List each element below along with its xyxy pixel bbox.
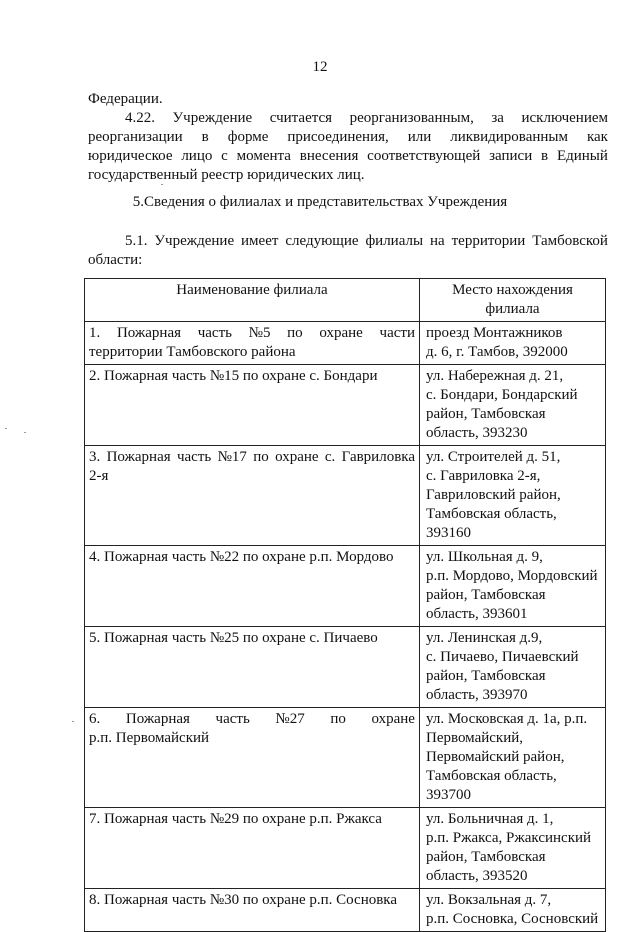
word: записи xyxy=(489,148,533,164)
word: Пожарная xyxy=(116,325,182,341)
word: реорганизации xyxy=(88,129,183,145)
address-line: р.п. Мордово, Мордовский xyxy=(426,568,598,584)
word: реорганизованным, xyxy=(349,110,474,126)
table-header-row xyxy=(85,279,606,322)
word: соответствующей xyxy=(367,148,481,164)
word: или xyxy=(407,129,432,145)
word: имеет xyxy=(241,233,279,249)
address-line: ул. Больничная д. 1, xyxy=(426,811,554,827)
header-location-line: филиала xyxy=(485,301,540,317)
word: момента xyxy=(236,148,291,164)
word: охране xyxy=(371,711,415,727)
word: в xyxy=(541,148,549,164)
table-row xyxy=(85,808,606,889)
address-line: Тамбовская область, xyxy=(426,506,557,522)
branch-name-line xyxy=(89,448,415,467)
word: Тамбовской xyxy=(532,233,608,249)
branch-address-cell xyxy=(420,365,606,446)
word: в xyxy=(201,129,209,145)
section-5-heading: 5.Сведения о филиалах и представительствах Учреждения xyxy=(132,194,508,210)
address-line: р.п. Сосновка, Сосновский xyxy=(426,911,599,927)
word: форме xyxy=(227,129,269,145)
word: 6. xyxy=(89,711,101,727)
branch-name-line: 4. Пожарная часть №22 по охране р.п. Мордово xyxy=(89,549,394,565)
word: 3. xyxy=(89,449,101,465)
header-location-line: Место нахождения xyxy=(452,282,573,298)
branch-address-cell xyxy=(420,708,606,808)
word: охране xyxy=(275,449,319,465)
word: исключением xyxy=(521,110,608,126)
p422-last-line: государственный реестр юридических лиц. xyxy=(88,167,365,183)
word: по xyxy=(330,711,346,727)
branch-address-cell xyxy=(420,808,606,889)
word: считается xyxy=(269,110,333,126)
branch-name-cell xyxy=(85,808,420,889)
word: Учреждение xyxy=(154,233,235,249)
word: присоединения, xyxy=(287,129,389,145)
table-row xyxy=(85,708,606,808)
word: филиалы xyxy=(365,233,424,249)
word: части xyxy=(379,325,415,341)
table-row xyxy=(85,546,606,627)
address-line: Гавриловский район, xyxy=(426,487,561,503)
word: по xyxy=(287,325,303,341)
paragraph-5-1 xyxy=(88,232,608,270)
section-4-text xyxy=(88,90,608,185)
address-line: ул. Строителей д. 51, xyxy=(426,449,561,465)
branches-table xyxy=(84,278,606,932)
branch-address-cell xyxy=(420,889,606,932)
word: №27 xyxy=(275,711,305,727)
word: Пожарная xyxy=(106,449,171,465)
branch-address-cell xyxy=(420,546,606,627)
address-line: р.п. Ржакса, Ржаксинский xyxy=(426,830,592,846)
word: на xyxy=(430,233,445,249)
branch-address-cell xyxy=(420,446,606,546)
word: №17 xyxy=(217,449,247,465)
address-line: область, 393520 xyxy=(426,868,528,884)
branch-name-line: 2-я xyxy=(89,468,109,484)
branch-name-line xyxy=(89,710,415,729)
word: с xyxy=(221,148,228,164)
scan-speck xyxy=(161,184,163,185)
address-line: ул. Вокзальная д. 7, xyxy=(426,892,552,908)
branch-name-cell xyxy=(85,365,420,446)
address-line: область, 393970 xyxy=(426,687,528,703)
word: 1. xyxy=(89,325,101,341)
address-line: Первомайский район, xyxy=(426,749,565,765)
branch-name-line: 7. Пожарная часть №29 по охране р.п. Ржакса xyxy=(89,811,382,827)
branch-name-line: р.п. Первомайский xyxy=(89,730,210,746)
branch-name-cell xyxy=(85,627,420,708)
p422-line xyxy=(88,128,608,147)
word: лицо xyxy=(181,148,213,164)
address-line: район, Тамбовская xyxy=(426,406,546,422)
header-location xyxy=(420,279,606,322)
address-line: 393160 xyxy=(426,525,471,541)
p51-line-2: области: xyxy=(88,252,143,268)
word: как xyxy=(586,129,608,145)
address-line: 393700 xyxy=(426,787,471,803)
branch-name-line xyxy=(89,324,415,343)
word: за xyxy=(491,110,504,126)
branch-name-line: 5. Пожарная часть №25 по охране с. Пичаево xyxy=(89,630,378,646)
address-line: ул. Набережная д. 21, xyxy=(426,368,564,384)
word: Учреждение xyxy=(172,110,253,126)
word: Пожарная xyxy=(125,711,190,727)
word: Гавриловка xyxy=(341,449,415,465)
table-row xyxy=(85,446,606,546)
word: следующие xyxy=(285,233,359,249)
branch-name-cell xyxy=(85,708,420,808)
branch-address-cell xyxy=(420,322,606,365)
word: часть xyxy=(197,325,232,341)
branch-address-cell xyxy=(420,627,606,708)
word: 4.22. xyxy=(125,110,155,126)
word: внесения xyxy=(299,148,359,164)
address-line: область, 393230 xyxy=(426,425,528,441)
p51-line xyxy=(88,232,608,251)
table-row xyxy=(85,889,606,932)
address-line: д. 6, г. Тамбов, 392000 xyxy=(426,344,568,360)
word: 5.1. xyxy=(125,233,148,249)
address-line: ул. Ленинская д.9, xyxy=(426,630,543,646)
address-line: район, Тамбовская xyxy=(426,668,546,684)
branch-name-cell xyxy=(85,322,420,365)
p422-line xyxy=(88,147,608,166)
address-line: с. Пичаево, Пичаевский xyxy=(426,649,579,665)
address-line: район, Тамбовская xyxy=(426,587,546,603)
carryover-line: Федерации. xyxy=(88,91,163,107)
branch-name-line: 2. Пожарная часть №15 по охране с. Бондари xyxy=(89,368,378,384)
word: №5 xyxy=(248,325,271,341)
address-line: с. Бондари, Бондарский xyxy=(426,387,578,403)
scan-speck xyxy=(72,721,74,722)
p422-line xyxy=(88,109,608,128)
word: часть xyxy=(215,711,250,727)
word: юридическое xyxy=(88,148,173,164)
word: по xyxy=(253,449,269,465)
scan-speck xyxy=(5,428,7,429)
branch-name-cell xyxy=(85,546,420,627)
word: охране xyxy=(319,325,363,341)
scan-speck xyxy=(24,432,26,433)
address-line: район, Тамбовская xyxy=(426,849,546,865)
address-line: область, 393601 xyxy=(426,606,528,622)
branch-name-line: территории Тамбовского района xyxy=(89,344,296,360)
word: Единый xyxy=(556,148,608,164)
header-name: Наименование филиала xyxy=(85,279,420,322)
table-row xyxy=(85,365,606,446)
branch-name-cell xyxy=(85,889,420,932)
address-line: ул. Московская д. 1а, р.п. xyxy=(426,711,588,727)
address-line: проезд Монтажников xyxy=(426,325,563,341)
branch-name-cell xyxy=(85,446,420,546)
word: территории xyxy=(451,233,526,249)
word: часть xyxy=(176,449,212,465)
address-line: ул. Школьная д. 9, xyxy=(426,549,543,565)
branch-name-line: 8. Пожарная часть №30 по охране р.п. Сосновка xyxy=(89,892,398,908)
table-row xyxy=(85,322,606,365)
address-line: Первомайский, xyxy=(426,730,524,746)
word: ликвидированным xyxy=(450,129,568,145)
address-line: Тамбовская область, xyxy=(426,768,557,784)
address-line: с. Гавриловка 2-я, xyxy=(426,468,541,484)
page-number: 12 xyxy=(312,59,328,75)
table-row xyxy=(85,627,606,708)
word: с. xyxy=(324,449,336,465)
